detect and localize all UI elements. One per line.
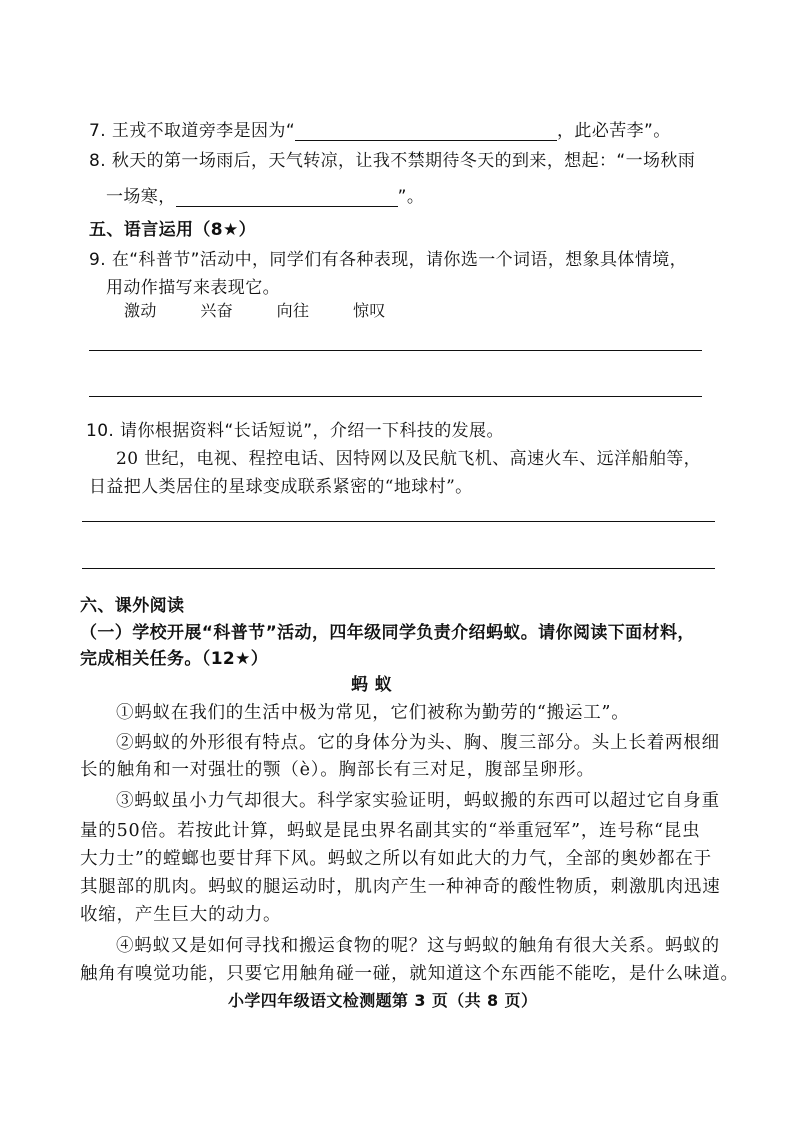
passage-title: 蚂 蚁 (351, 675, 393, 695)
reading-1-intro-line1: （一）学校开展“科普节”活动，四年级同学负责介绍蚂蚁。请你阅读下面材料， (80, 623, 695, 643)
q10-material-line1: 20 世纪，电视、程控电话、因特网以及民航飞机、高速火车、远洋船舶等， (116, 449, 702, 469)
question-7 (89, 116, 671, 141)
q9-line1: 9. 在“科普节”活动中，同学们有各种表现，请你选一个词语，想象具体情境， (89, 250, 688, 270)
q9-word-list (124, 298, 386, 321)
reading-1-intro-line2: 完成相关任务。（12★） (80, 649, 269, 669)
q7-answer-blank[interactable] (295, 122, 557, 141)
passage-paragraph-2-line: 长的触角和一对强壮的颚（è）。胸部长有三对足，腹部呈卵形。 (80, 760, 595, 780)
q10-material-line2: 日益把人类居住的星球变成联系紧密的“地球村”。 (89, 477, 473, 497)
passage-paragraph-4-line: ④蚂蚁又是如何寻找和搬运食物的呢？这与蚂蚁的触角有很大关系。蚂蚁的 (116, 936, 720, 956)
q8-line1: 8. 秋天的第一场雨后，天气转凉，让我不禁期待冬天的到来，想起：“一场秋雨 (89, 151, 696, 171)
passage-paragraph-3-line: ③蚂蚁虽小力气却很大。科学家实验证明，蚂蚁搬的东西可以超过它自身重 (116, 791, 720, 811)
question-8-line2 (106, 182, 424, 207)
section-6-heading: 六、课外阅读 (80, 596, 185, 616)
section-5-heading: 五、语言运用（8★） (89, 220, 257, 240)
q9-word: 惊叹 (352, 301, 386, 320)
q9-answer-line[interactable] (89, 350, 702, 351)
q9-word: 激动 (124, 301, 157, 320)
passage-paragraph-3-line: 量的50倍。若按此计算，蚂蚁是昆虫界名副其实的“举重冠军”，连号称“昆虫 (80, 821, 701, 841)
q8-answer-blank[interactable] (176, 188, 398, 207)
passage-paragraph-2-line: ②蚂蚁的外形很有特点。它的身体分为头、胸、腹三部分。头上长着两根细 (116, 733, 720, 753)
q9-word: 兴奋 (200, 301, 234, 320)
passage-paragraph-3-line: 收缩，产生巨大的动力。 (80, 905, 282, 925)
q8-line2-a: 一场寒， (106, 187, 176, 207)
q7-text-a: 7. 王戎不取道旁李是因为“ (89, 121, 296, 141)
q10-line1: 10. 请你根据资料“长话短说”，介绍一下科技的发展。 (86, 421, 504, 441)
page-footer: 小学四年级语文检测题第 3 页（共 8 页） (228, 991, 538, 1010)
passage-paragraph-1: ①蚂蚁在我们的生活中极为常见，它们被称为勤劳的“搬运工”。 (116, 703, 630, 723)
q9-answer-line[interactable] (89, 396, 702, 397)
q7-text-b: ，此必苦李”。 (557, 121, 671, 141)
q10-answer-line[interactable] (82, 521, 715, 522)
q10-answer-line[interactable] (82, 568, 715, 569)
passage-paragraph-4-line: 触角有嗅觉功能，只要它用触角碰一碰，就知道这个东西能不能吃，是什么味道。 (80, 964, 739, 984)
passage-paragraph-3-line: 其腿部的肌肉。蚂蚁的腿运动时，肌肉产生一种神奇的酸性物质，刺激肌肉迅速 (80, 877, 721, 897)
q9-line2: 用动作描写来表现它。 (106, 278, 280, 298)
q9-word: 向往 (276, 301, 310, 320)
q8-line2-b: ”。 (397, 187, 425, 207)
passage-paragraph-3-line: 大力士”的螳螂也要甘拜下风。蚂蚁之所以有如此大的力气，全部的奥妙都在于 (80, 849, 712, 869)
